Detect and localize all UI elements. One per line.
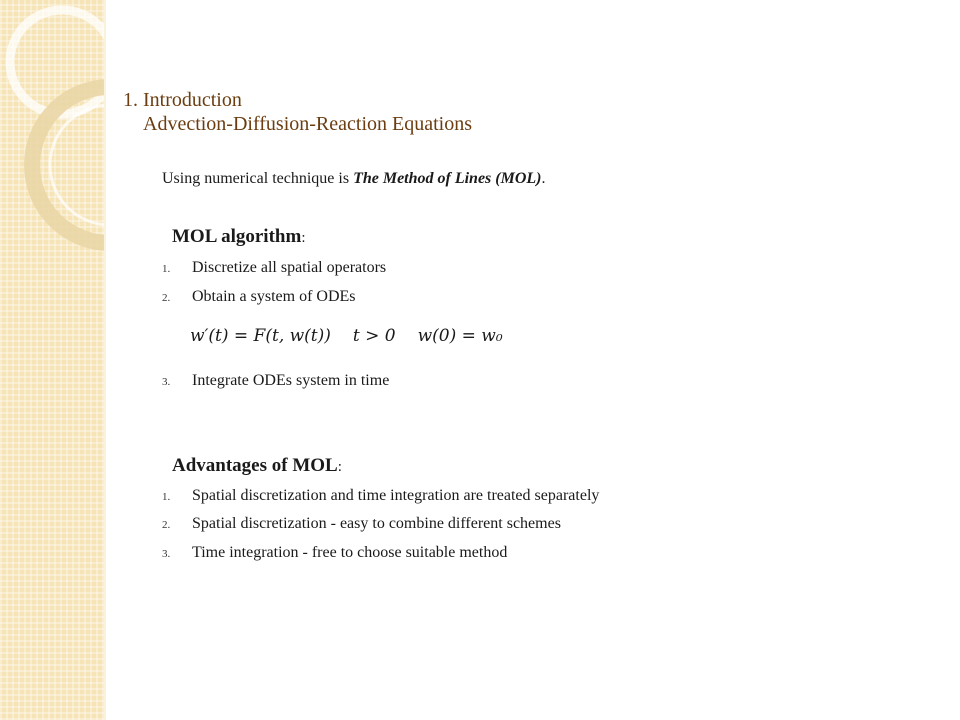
list-number: 3. [162, 376, 171, 388]
advantages-heading-text: Advantages of MOL [172, 455, 338, 476]
list-text: Spatial discretization and time integration are treated separately [192, 487, 600, 504]
mol-heading-colon: : [301, 230, 306, 246]
mol-step-item [162, 288, 356, 306]
advantages-heading-colon: : [337, 459, 342, 475]
intro-prefix: Using numerical technique is [162, 170, 350, 187]
mol-heading-text: MOL algorithm [172, 226, 302, 247]
advantage-item [162, 487, 599, 505]
formula-initial: w(0) = w₀ [417, 326, 503, 346]
decorative-ring-inner [50, 105, 104, 225]
mol-algorithm-heading [172, 226, 305, 248]
intro-method: The Method of Lines (MOL) [353, 170, 542, 187]
list-number: 2. [162, 519, 171, 531]
list-text: Time integration - free to choose suitable method [192, 544, 508, 561]
ode-formula [190, 326, 503, 346]
decorative-side-band [0, 0, 106, 720]
list-text: Spatial discretization - easy to combine different schemes [192, 515, 561, 532]
slide-title [123, 88, 472, 136]
list-number: 3. [162, 548, 171, 560]
list-text: Integrate ODEs system in time [192, 372, 390, 389]
band-divider [104, 0, 106, 720]
mol-step-item [162, 372, 389, 390]
list-number: 1. [162, 491, 171, 503]
formula-ode: w′(t) = F(t, w(t)) [190, 326, 331, 346]
advantage-item [162, 544, 507, 562]
list-number: 2. [162, 292, 171, 304]
advantage-item [162, 515, 561, 533]
intro-sentence [162, 170, 546, 188]
formula-condition: t > 0 [352, 326, 396, 346]
title-line-1: 1. Introduction [123, 89, 242, 111]
decorative-rings [0, 0, 104, 720]
title-line-2: Advection-Diffusion-Reaction Equations [143, 113, 473, 135]
list-text: Obtain a system of ODEs [192, 288, 356, 305]
advantages-heading [172, 455, 342, 477]
intro-suffix: . [541, 170, 546, 187]
list-number: 1. [162, 263, 171, 275]
mol-step-item [162, 259, 386, 277]
list-text: Discretize all spatial operators [192, 259, 387, 276]
